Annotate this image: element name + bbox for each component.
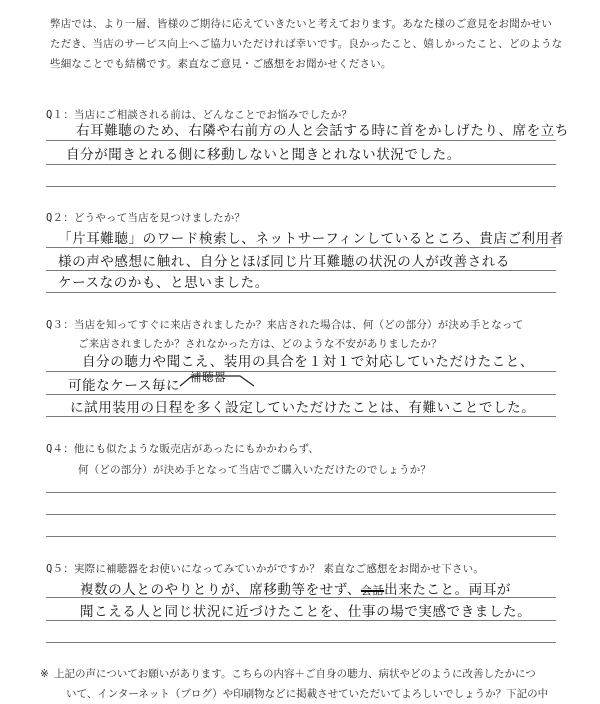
question-2 bbox=[46, 209, 586, 228]
question-number: Q２： bbox=[46, 212, 74, 224]
answer-handwriting bbox=[80, 578, 511, 598]
question-3 bbox=[46, 316, 586, 354]
answer-handwriting: 右耳難聴のため、右隣や右前方の人と会話する時に首をかしげたり、席を立ち bbox=[76, 123, 569, 139]
answer-rule bbox=[46, 642, 556, 643]
intro-line: 弊店では、より一層、皆様のご期待に応えていきたいと考えております。あなた様のご意見をお聞かせい bbox=[50, 18, 553, 30]
intro-line: ただき、当店のサービス向上へご協力いただければ幸いです。良かったこと、嬉しかったこと、どのような bbox=[50, 38, 563, 50]
answer-rule bbox=[46, 164, 556, 165]
answer-rule bbox=[46, 140, 556, 141]
question-number: Q４： bbox=[46, 443, 74, 455]
answer-handwriting: に試用装用の日程を多く設定していただけたことは、有難いことでした。 bbox=[70, 400, 536, 416]
answer-rule bbox=[46, 492, 556, 493]
answer-rule bbox=[46, 186, 556, 187]
insertion-caret-icon bbox=[178, 374, 258, 388]
note-text: 上記の声についてお願いがあります。こちらの内容＋ご自身の聴力、病状やどのように改善したかにつ bbox=[54, 668, 536, 680]
answer-handwriting: ケースなのかも、と思いました。 bbox=[58, 275, 269, 291]
reference-mark-icon: ※ bbox=[40, 668, 49, 680]
answer-handwriting: 様の声や感想に触れ、自分とほぼ同じ片耳難聴の状況の人が改善される bbox=[58, 254, 511, 270]
answer-segment: 複数の人とのやりとりが、席移動等をせず、 bbox=[80, 582, 361, 598]
question-text: 何（どの部分）が決め手となって当店でご購入いただけたのでしょうか？ bbox=[78, 464, 432, 476]
answer-rule bbox=[46, 416, 556, 417]
answer-insertion: 補聴器 bbox=[190, 370, 227, 384]
footer-note bbox=[40, 664, 588, 704]
question-number: Q５： bbox=[46, 563, 74, 575]
question-text: どうやって当店を見つけましたか？ bbox=[73, 212, 246, 224]
struck-text: 会話 bbox=[360, 584, 385, 597]
question-text: ご来店されましたか？されなかった方は、どのような不安がありましたか？ bbox=[78, 338, 442, 350]
answer-handwriting: 自分が聞きとれる側に移動しないと聞きとれない状況でした。 bbox=[66, 147, 461, 163]
question-text: 実際に補聴器をお使いになってみていかがですか？ 素直なご感想をお聞かせ下さい。 bbox=[73, 563, 485, 575]
question-5 bbox=[46, 560, 586, 579]
answer-handwriting: 自分の聴力や聞こえ、装用の具合を１対１で対応していただけたこと、 bbox=[82, 354, 535, 370]
question-text: 当店を知ってすぐに来店されましたか？来店された場合は、何（どの部分）が決め手となって bbox=[73, 319, 524, 331]
note-text: いて、インターネット（ブログ）や印刷物などに掲載させていただいてよろしいでしょうか？下記の中 bbox=[66, 688, 549, 700]
answer-rule bbox=[46, 536, 556, 537]
answer-rule bbox=[46, 394, 556, 395]
answer-rule bbox=[46, 620, 556, 621]
answer-rule bbox=[46, 514, 556, 515]
question-text: 他にも似たような販売店があったにもかかわらず、 bbox=[73, 443, 320, 455]
answer-segment: 出来たこと。両耳が bbox=[384, 582, 512, 598]
question-number: Q１： bbox=[46, 109, 74, 121]
question-4 bbox=[46, 440, 586, 480]
answer-rule bbox=[46, 371, 556, 372]
intro-text bbox=[50, 14, 580, 74]
question-text: 当店にご相談される前は、どんなことでお悩みでしたか？ bbox=[73, 109, 353, 121]
answer-rule bbox=[46, 292, 556, 293]
answer-rule bbox=[46, 597, 556, 598]
answer-handwriting: 聞こえる人と同じ状況に近づけたことを、仕事の場で実感できました。 bbox=[80, 604, 532, 620]
question-number: Q３： bbox=[46, 319, 74, 331]
answer-handwriting: 「片耳難聴」のワード検索し、ネットサーフィンしているところ、貴店ご利用者 bbox=[58, 231, 564, 247]
answer-rule bbox=[46, 247, 556, 248]
intro-line: 些細なことでも結構です。素直なご意見・ご感想をお聞かせください。 bbox=[50, 58, 392, 70]
answer-handwriting: 可能なケース毎に bbox=[68, 378, 181, 394]
